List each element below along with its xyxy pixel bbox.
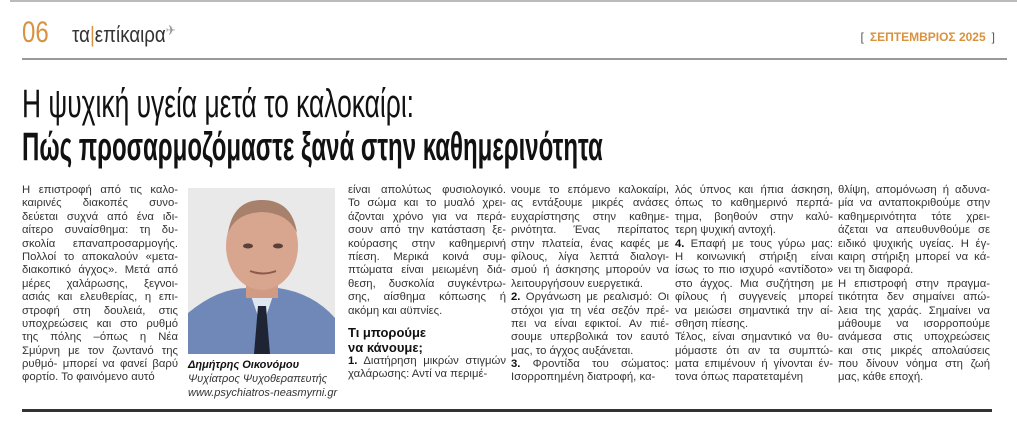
text-line: είναι απολύτως φυσιολογικό. xyxy=(348,184,506,196)
article-title-line1: Η ψυχική υγεία μετά το καλοκαίρι: xyxy=(22,82,415,126)
text-line: μόμαστε ότι αν τα συμπτώ- xyxy=(675,344,833,357)
logo-text-part: τα xyxy=(72,22,90,47)
text-line: σθηση πίεσης. xyxy=(675,317,749,330)
bracket: [ xyxy=(860,30,864,44)
text-line: αίτερο συναίσθημα: τη δυ- xyxy=(22,224,178,237)
text-line: ας εντάξουμε μικρές ανάσες xyxy=(511,197,669,210)
text-line: ακόμη και αϋπνίες. xyxy=(348,304,443,317)
text-line: καθημερινότητα τότε χρει- xyxy=(838,210,990,223)
text-line: Η επιστροφή στην πραγμα- xyxy=(838,277,990,290)
text-line: Η κοινωνική στήριξη είναι xyxy=(675,250,833,263)
header-divider xyxy=(22,58,1007,60)
text-line: σμού ή άσκησης μπορούν να xyxy=(511,264,669,277)
text-line: ευχαρίστησης στην καθημε- xyxy=(511,210,669,223)
numbered-item-line xyxy=(348,355,506,368)
text-line: ματα επιμένουν ή γίνονται έν- xyxy=(675,358,833,371)
text-line: Ισορροπημένη διατροφή, κα- xyxy=(511,371,656,384)
text-line: στόχοι για τη νέα σεζόν πρέ- xyxy=(511,304,669,317)
text-line: στην πλατεία, ένας καφές με xyxy=(511,237,669,250)
item-text: Φροντίδα του σώματος: xyxy=(520,358,669,371)
logo-separator: | xyxy=(89,22,95,47)
text-line: νει τη διαφορά. xyxy=(838,264,914,277)
text-line: ρινότητα. Ένας περίπατος xyxy=(511,224,669,237)
text-line: στροφή στη δουλειά, στις xyxy=(22,304,178,317)
numbered-item-line xyxy=(675,238,833,251)
text-line: να μειώσει σημαντικά την αί- xyxy=(675,304,833,317)
text-line: μας, το άγχος αυξάνεται. xyxy=(511,344,634,357)
date-text: ΣΕΠΤΕΜΒΡΙΟΣ 2025 xyxy=(869,30,986,44)
text-line: σης, αίσθημα κόπωσης ή xyxy=(348,291,506,304)
text-line: υποχρεώσεις και στο ρυθμό xyxy=(22,317,178,330)
text-line: Το σώμα και το μυαλό χρει- xyxy=(348,197,506,210)
text-line: ανάμεσα στις υποχρεώσεις xyxy=(838,331,990,344)
text-line: πτώματα είναι μειωμένη διά- xyxy=(348,264,506,277)
text-line: φίλους ή συγγενείς μπορεί xyxy=(675,291,833,304)
item-text: Διατήρηση μικρών στιγμών xyxy=(357,354,506,367)
top-divider xyxy=(10,0,1017,2)
item-number: 2. xyxy=(511,291,521,304)
text-line: τονα όπως παρατεταμένη xyxy=(675,371,803,384)
text-line: κούρασης στην καθημερινή xyxy=(348,237,506,250)
section-heading: να κάνουμε; xyxy=(348,339,423,355)
text-line: και στις μικρές απολαύσεις xyxy=(838,344,990,357)
bracket: ] xyxy=(991,30,995,44)
item-text: Οργάνωση με ρεαλισμό: Οι xyxy=(520,291,669,304)
text-line: καιρινές διακοπές συνο- xyxy=(22,197,178,210)
author-website[interactable]: www.psychiatros-neasmyrni.gr xyxy=(188,387,338,399)
author-role: Ψυχίατρος Ψυχοθεραπευτής xyxy=(188,373,328,385)
item-number: 3. xyxy=(511,358,521,371)
text-line: λός ύπνος και ήπια άσκηση, xyxy=(675,184,833,196)
author-caption xyxy=(188,358,337,400)
text-line: Η επιστροφή από τις καλο- xyxy=(22,184,178,196)
text-line: στο άγχος. Μια συζήτηση με xyxy=(675,277,833,290)
text-line: χαλάρωσης: Αντί να περιμέ- xyxy=(348,368,488,381)
item-text: Επαφή με τους γύρω μας: xyxy=(684,237,833,250)
author-photo xyxy=(188,188,335,354)
text-line: σουμε υπερβολικά τον εαυτό xyxy=(511,331,669,344)
text-line: που δίνουν νόημα στη ζωή xyxy=(838,358,990,371)
section-heading: Τι μπορούμε xyxy=(348,324,427,340)
text-line: μάθουμε να ισορροπούμε xyxy=(838,317,990,330)
item-number: 1. xyxy=(348,354,358,367)
article-column-1 xyxy=(22,184,178,385)
text-line: ειδικό ψυχικής υγείας. Η έγ- xyxy=(838,237,990,250)
text-line: μας, κάθε εποχή. xyxy=(838,371,924,384)
text-line: διακοπικό άγχος». Μετά από xyxy=(22,264,178,277)
text-line: φορτίο. Το φαινόμενο αυτό xyxy=(22,371,155,384)
issue-date xyxy=(861,30,995,44)
bird-icon: ✈ xyxy=(165,22,176,38)
text-line: λεια της χαράς. Σημαίνει να xyxy=(838,304,990,317)
text-line: σκολία επαναπροσαρμογής. xyxy=(22,237,178,250)
text-line: Τέλος, είναι σημαντικό να θυ- xyxy=(675,331,833,344)
logo-text-part: επίκαιρα xyxy=(94,22,166,47)
article-column-2 xyxy=(348,184,506,382)
text-line: ίσως το πιο ισχυρό «αντίδοτο» xyxy=(675,264,833,277)
author-name: Δημήτρης Οικονόμου xyxy=(188,359,300,371)
text-line: τημα, βοηθούν στην καλύ- xyxy=(675,210,833,223)
text-line: πει να είναι εφικτοί. Αν πιέ- xyxy=(511,317,669,330)
text-line: της πόλης –όπως η Νέα xyxy=(22,331,178,344)
article-column-4 xyxy=(675,184,833,385)
text-line: δεύεται συχνά από ένα ιδι- xyxy=(22,210,178,223)
text-line: Πολλοί το αποκαλούν «μετα- xyxy=(22,250,178,263)
text-line: μέρες χαλάρωσης, ξεγνοι- xyxy=(22,277,178,290)
text-line: τερη ψυχική αντοχή. xyxy=(675,224,776,237)
text-line: νουμε το επόμενο καλοκαίρι, xyxy=(511,184,669,196)
text-line: τικότητα δεν σημαίνει απώ- xyxy=(838,291,990,304)
text-line: πίεση. Μερικά κοινά συμ- xyxy=(348,250,506,263)
article-column-5 xyxy=(838,184,990,385)
text-line: άζεται να απευθυνθούμε σε xyxy=(838,224,990,237)
item-number: 4. xyxy=(675,237,685,250)
text-line: σουν από την κατάσταση ξε- xyxy=(348,224,506,237)
text-line: λειτουργήσουν ευεργετικά. xyxy=(511,277,644,290)
text-line: θεση, δυσκολία συγκέντρω- xyxy=(348,277,506,290)
text-line: καιρη στήριξη μπορεί να κά- xyxy=(838,250,990,263)
article-title-line2: Πώς προσαρμοζόμαστε ξανά στην καθημερινότητα xyxy=(22,125,603,169)
text-line: θλίψη, απομόνωση ή αδυνα- xyxy=(838,184,990,196)
text-line: όπως το καθημερινό περπά- xyxy=(675,197,833,210)
article-column-3 xyxy=(511,184,669,385)
text-line: άζονται χρόνο για να περά- xyxy=(348,210,506,223)
text-line: μία να ανταποκριθούμε στην xyxy=(838,197,990,210)
bottom-divider xyxy=(22,409,992,412)
page-number: 06 xyxy=(22,16,49,49)
publication-logo xyxy=(72,22,176,48)
text-line: Σμύρνη με τον ζωντανό της xyxy=(22,344,178,357)
numbered-item-line xyxy=(511,291,669,304)
text-line: ρυθμό- μπορεί να φανεί βαρύ xyxy=(22,358,178,371)
text-line: ασιάς και ελευθερίας, η επι- xyxy=(22,291,178,304)
numbered-item-line xyxy=(511,358,669,371)
text-line: φίλους, λίγα λεπτά διαλογι- xyxy=(511,250,669,263)
